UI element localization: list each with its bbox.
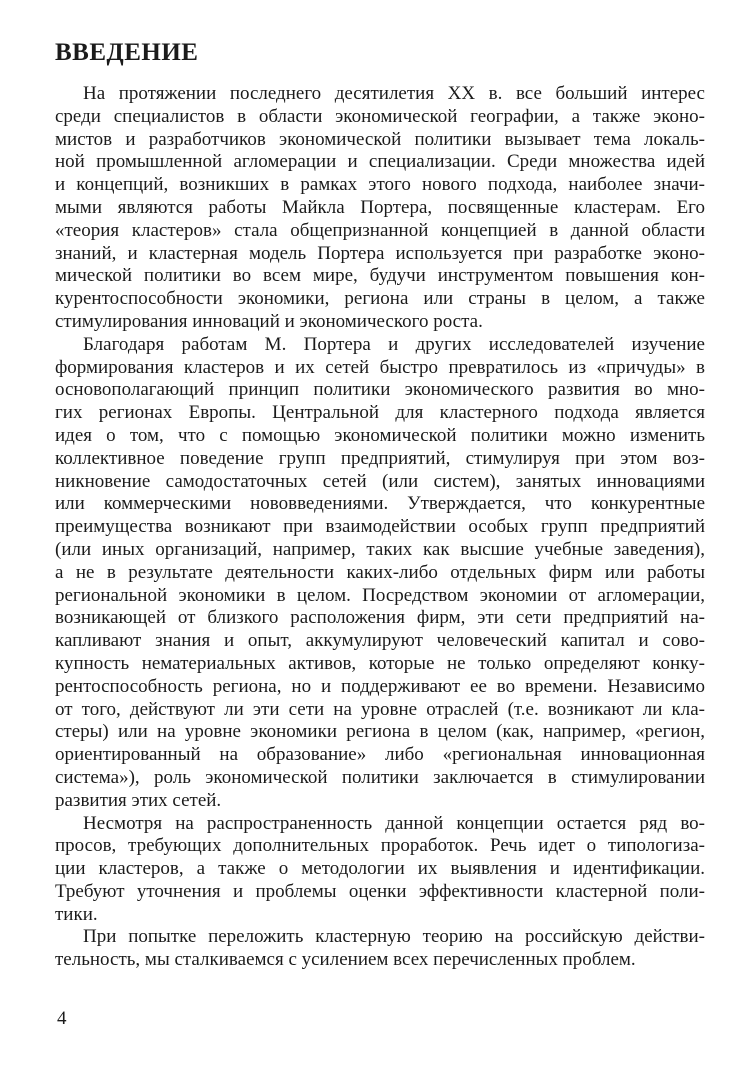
- text-line: возникающей от близкого расположения фирм, эти сети предприятий на-: [55, 607, 705, 629]
- text-line: мыми являются работы Майкла Портера, посвященные кластерам. Его: [55, 196, 705, 218]
- text-line: система»), роль экономической политики заключается в стимулировании: [55, 766, 705, 788]
- text-line: гих регионах Европы. Центральной для кластерного подхода является: [55, 402, 705, 424]
- body-text: [55, 83, 705, 972]
- text-line: ориентированный на образование» либо «региональная инновационная: [55, 744, 705, 766]
- text-line: При попытке переложить кластерную теорию на российскую действи-: [83, 926, 705, 948]
- text-line: региональной экономики в целом. Посредством экономии от агломерации,: [55, 584, 705, 606]
- text-line: (или иных организаций, например, таких как высшие учебные заведения),: [55, 538, 705, 560]
- text-line: никновение самодостаточных сетей (или систем), занятых инновациями: [55, 470, 705, 492]
- text-line: тики.: [55, 903, 98, 925]
- text-line: от того, действуют ли эти сети на уровне отраслей (т.е. возникают ли кла-: [55, 698, 705, 720]
- text-line: среди специалистов в области экономической географии, а также эконо-: [55, 105, 705, 127]
- text-line: капливают знания и опыт, аккумулируют человеческий капитал и сово-: [55, 630, 705, 652]
- text-line: купность нематериальных активов, которые не только определяют конку-: [55, 652, 705, 674]
- text-line: мистов и разработчиков экономической политики вызывает тема локаль-: [55, 128, 705, 150]
- text-line: формирования кластеров и их сетей быстро превратилось из «причуды» в: [55, 356, 705, 378]
- text-line: идея о том, что с помощью экономической политики можно изменить: [55, 424, 705, 446]
- text-line: преимущества возникают при взаимодействии особых групп предприятий: [55, 516, 705, 538]
- paragraph: [55, 83, 705, 334]
- text-line: развития этих сетей.: [55, 789, 222, 811]
- text-line: ной промышленной агломерации и специализации. Среди множества идей: [55, 151, 705, 173]
- text-line: тельность, мы сталкиваемся с усилением всех перечисленных проблем.: [55, 949, 636, 971]
- text-line: На протяжении последнего десятилетия XX в. все больший интерес: [83, 83, 705, 104]
- text-line: ции кластеров, а также о методологии их выявления и идентификации.: [55, 858, 705, 880]
- text-line: просов, требующих дополнительных проработок. Речь идет о типологиза-: [55, 835, 705, 857]
- paragraph: [55, 926, 705, 972]
- text-line: основополагающий принцип политики экономического развития во мно-: [55, 379, 705, 401]
- text-line: Благодаря работам М. Портера и других исследователей изучение: [83, 333, 705, 355]
- text-line: стеры) или на уровне экономики региона в целом (как, например, «регион,: [55, 721, 705, 743]
- paragraph: [55, 813, 705, 927]
- text-line: и концепций, возникших в рамках этого нового подхода, наиболее значи-: [55, 174, 705, 196]
- paragraph: [55, 334, 705, 813]
- text-line: рентоспособность региона, но и поддерживают ее во времени. Независимо: [55, 675, 705, 697]
- page-number: 4: [57, 1008, 67, 1029]
- text-line: знаний, и кластерная модель Портера используется при разработке эконо-: [55, 242, 705, 264]
- text-line: Несмотря на распространенность данной концепции остается ряд во-: [83, 812, 705, 834]
- text-line: мической политики во всем мире, будучи инструментом повышения кон-: [55, 265, 705, 287]
- text-line: курентоспособности экономики, региона или страны в целом, а также: [55, 288, 705, 310]
- text-line: а не в результате деятельности каких-либо отдельных фирм или работы: [55, 561, 705, 583]
- text-line: или коммерческими нововведениями. Утверждается, что конкурентные: [55, 493, 705, 515]
- text-line: Требуют уточнения и проблемы оценки эффективности кластерной поли-: [55, 880, 705, 902]
- text-line: «теория кластеров» стала общепризнанной концепцией в данной области: [55, 219, 705, 241]
- text-line: стимулирования инноваций и экономического роста.: [55, 310, 483, 332]
- text-line: коллективное поведение групп предприятий, стимулируя при этом воз-: [55, 447, 705, 469]
- section-title: ВВЕДЕНИЕ: [55, 39, 199, 66]
